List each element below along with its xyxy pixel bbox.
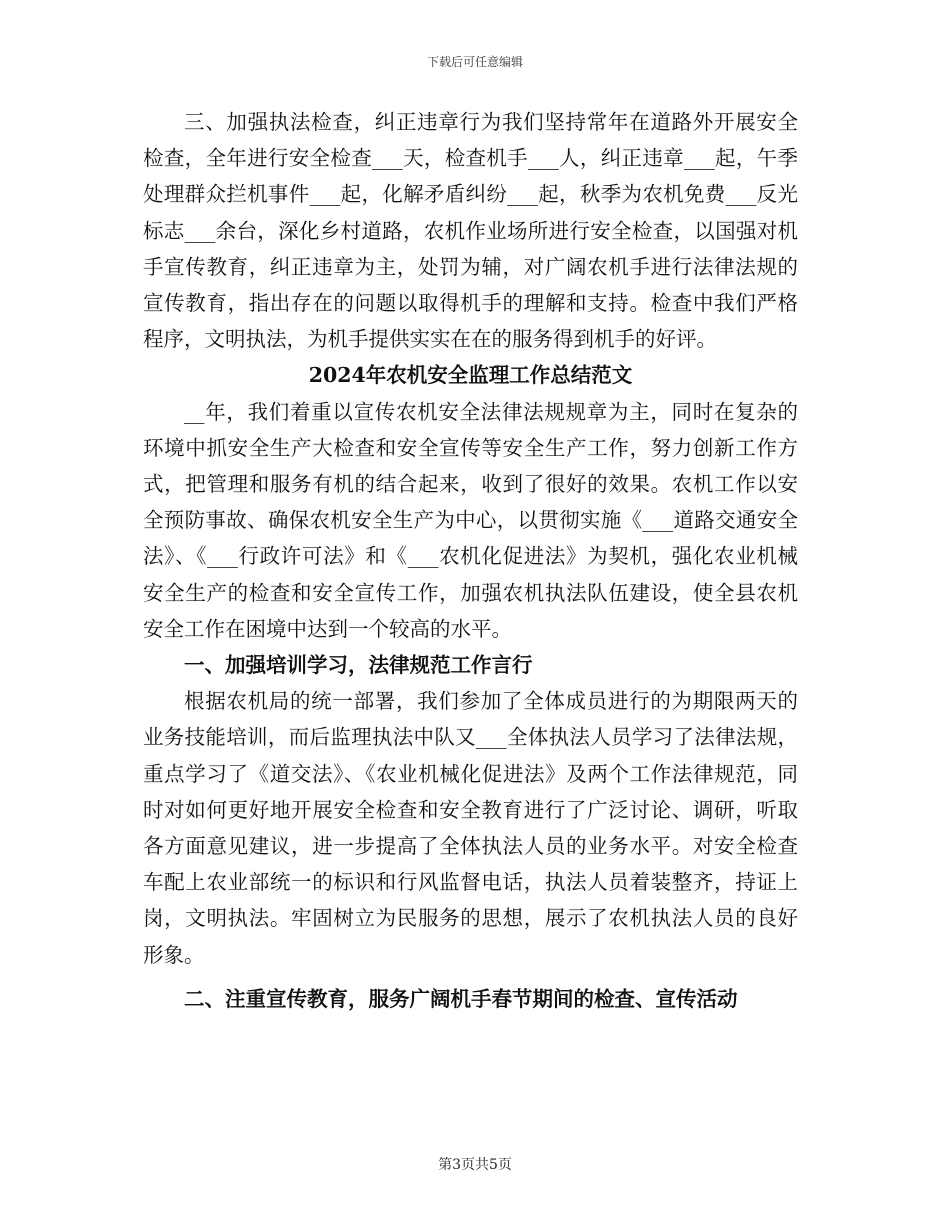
page-header: 下载后可任意编辑 xyxy=(426,55,523,69)
document-title: 2024年农机安全监理工作总结范文 xyxy=(308,363,633,388)
paragraph-inspection: 三、加强执法检查，纠正违章行为我们坚持常年在道路外开展安全检查，全年进行安全检查___天，检查机手___人，纠正违章___起，午季处理群众拦机事件___起，化解矛盾纠纷___起，秋季为农机免费___反光标志___余台，深化乡村道路，农机作业场所进行安全检查，以国强对机手宣传教育，纠正违章为主，处罚为辅，对广阔农机手进行法律法规的宣传教育，指出存在的问题以取得机手的理解和支持。检查中我们严格程序，文明执法，为机手提供实实在在的服务得到机手的好评。 xyxy=(143,110,798,352)
section-heading-publicity: 二、注重宣传教育，服务广阔机手春节期间的检查、宣传活动 xyxy=(184,986,738,1011)
page-footer: 第3页共5页 xyxy=(438,1157,512,1173)
paragraph-intro: __年，我们着重以宣传农机安全法律法规规章为主，同时在复杂的环境中抓安全生产大检查和安全宣传等安全生产工作，努力创新工作方式，把管理和服务有机的结合起来，收到了很好的效果。农机工作以安全预防事故、确保农机安全生产为中心，以贯彻实施《___道路交通安全法》、《___行政许可法》和《___农机化促进法》为契机，强化农业机械安全生产的检查和安全宣传工作，加强农机执法队伍建设，使全县农机安全工作在困境中达到一个较高的水平。 xyxy=(143,399,798,641)
paragraph-training: 根据农机局的统一部署，我们参加了全体成员进行的为期限两天的业务技能培训，而后监理执法中队又___全体执法人员学习了法律法规，重点学习了《道交法》、《农业机械化促进法》及两个工作法律规范，同时对如何更好地开展安全检查和安全教育进行了广泛讨论、调研，听取各方面意见建议，进一步提高了全体执法人员的业务水平。对安全检查车配上农业部统一的标识和行风监督电话，执法人员着装整齐，持证上岗，文明执法。牢固树立为民服务的思想，展示了农机执法人员的良好形象。 xyxy=(143,689,798,967)
document-body xyxy=(143,104,798,1017)
section-heading-training: 一、加强培训学习，法律规范工作言行 xyxy=(184,653,533,678)
